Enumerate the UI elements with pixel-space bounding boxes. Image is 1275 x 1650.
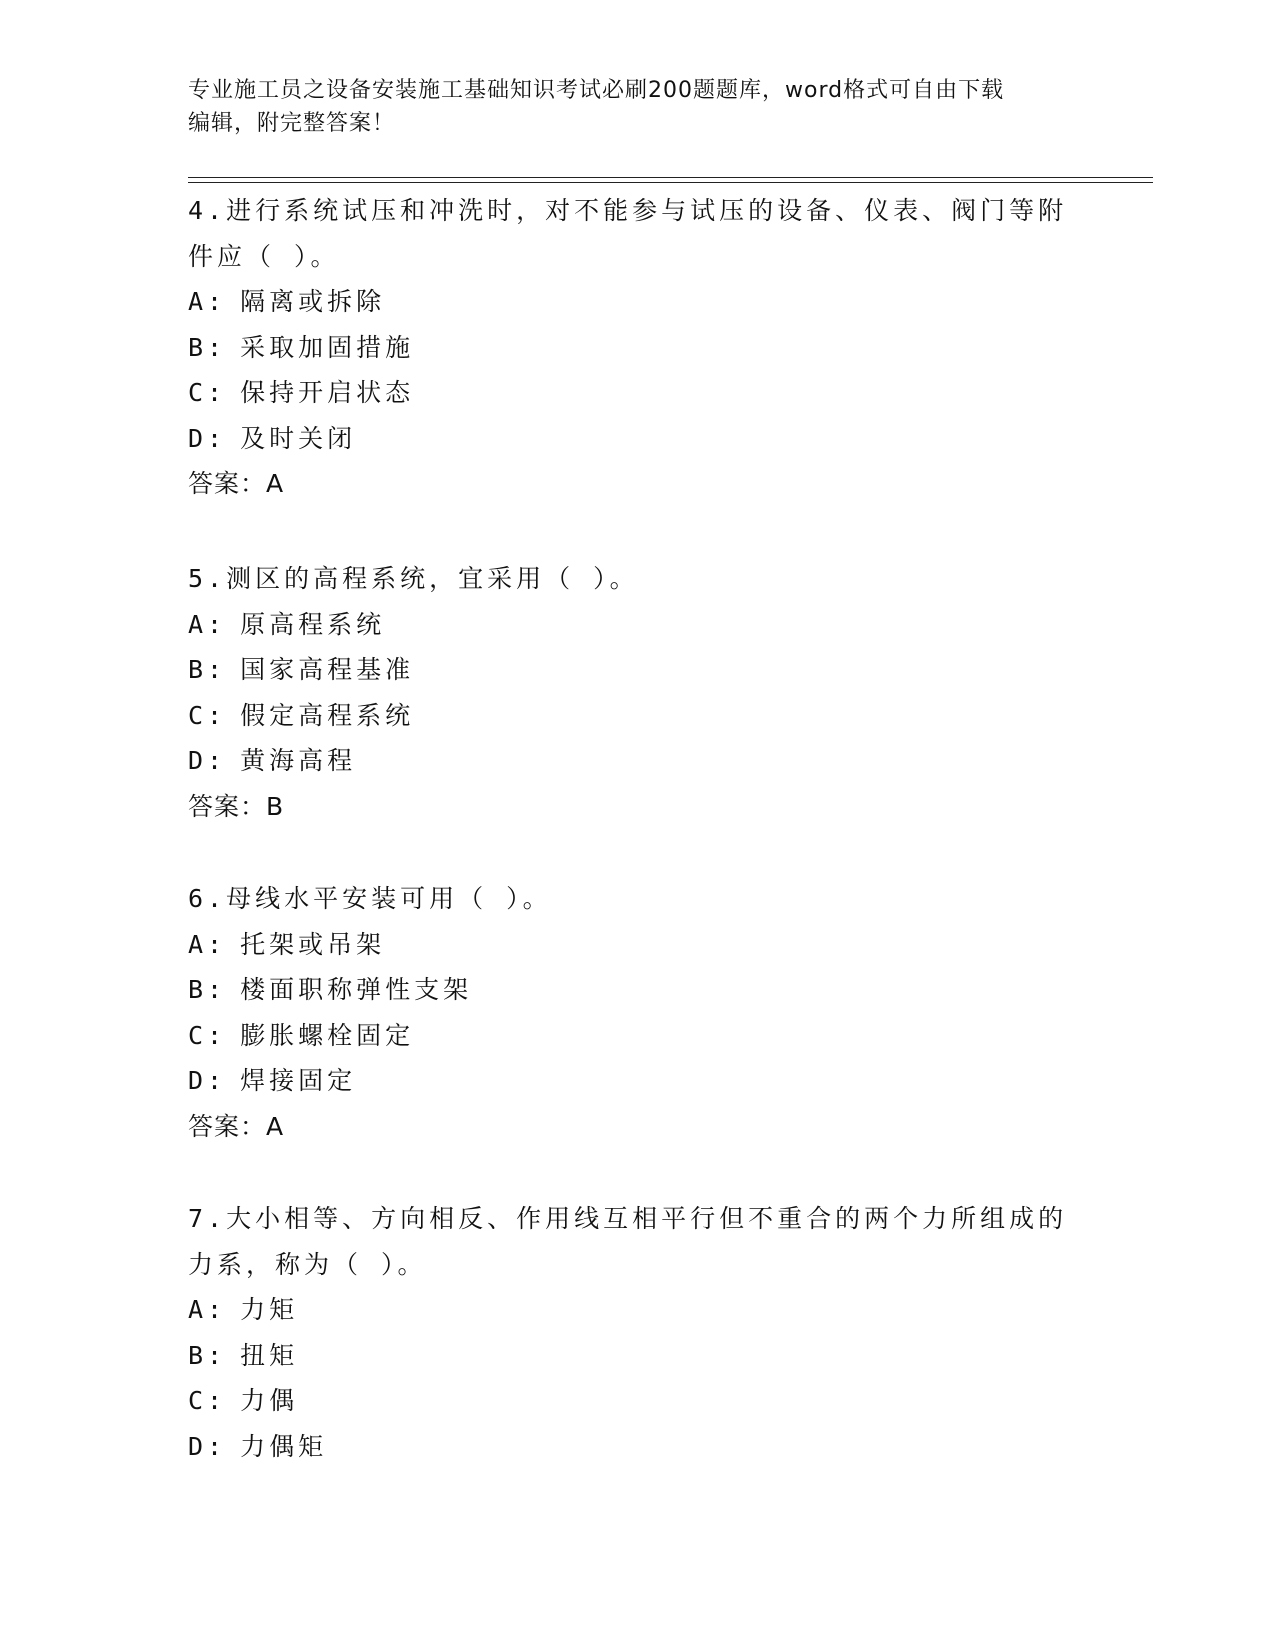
option-text: 托架或吊架 [240, 929, 386, 959]
option-d [188, 416, 1068, 462]
option-text: 国家高程基准 [240, 655, 415, 684]
option-letter: A: [188, 609, 227, 639]
option-text: 及时关闭 [240, 423, 357, 453]
option-text: 力偶矩 [240, 1431, 328, 1461]
header-line-1: 专业施工员之设备安装施工基础知识考试必刷200题题库，word格式可自由下载 [188, 78, 1005, 103]
option-text: 隔离或拆除 [240, 287, 386, 316]
option-letter: B: [188, 975, 227, 1004]
option-a [188, 1287, 1068, 1333]
option-letter: C: [188, 378, 227, 407]
option-a [188, 922, 1068, 968]
option-d [188, 738, 1068, 784]
question-stem-line: 力系，称为（ ）。 [188, 1249, 427, 1279]
option-a [188, 602, 1068, 648]
header-divider-top [188, 177, 1153, 178]
option-letter: A: [188, 287, 227, 316]
option-letter: B: [188, 1340, 227, 1370]
question-block [188, 876, 1068, 1149]
option-letter: C: [188, 1020, 227, 1050]
question-stem-line: 6.母线水平安装可用（ ）。 [188, 884, 552, 913]
option-text: 楼面职称弹性支架 [240, 975, 473, 1004]
answer-line: 答案：A [188, 1111, 285, 1141]
answer-line: 答案：B [188, 791, 285, 821]
question-block [188, 188, 1068, 507]
option-b [188, 325, 1068, 371]
option-letter: C: [188, 700, 227, 730]
question-stem-line: 4.进行系统试压和冲洗时，对不能参与试压的设备、仪表、阀门等附 [188, 196, 1068, 225]
option-letter: D: [188, 746, 227, 775]
option-a [188, 279, 1068, 325]
option-c [188, 1013, 1068, 1059]
option-letter: A: [188, 1295, 227, 1324]
option-b [188, 647, 1068, 693]
option-letter: D: [188, 1066, 227, 1095]
option-text: 原高程系统 [240, 609, 386, 639]
question-block [188, 1196, 1068, 1469]
option-letter: C: [188, 1386, 227, 1415]
question-block [188, 556, 1068, 829]
header-divider-bottom [188, 182, 1153, 183]
option-text: 假定高程系统 [240, 700, 415, 730]
option-letter: B: [188, 655, 227, 684]
document-header [188, 74, 1068, 140]
option-text: 膨胀螺栓固定 [240, 1020, 415, 1050]
option-text: 力矩 [240, 1295, 299, 1324]
option-text: 保持开启状态 [240, 378, 415, 407]
option-text: 焊接固定 [240, 1066, 357, 1095]
option-letter: D: [188, 423, 227, 453]
question-stem-line: 5.测区的高程系统，宜采用（ ）。 [188, 564, 639, 593]
option-letter: B: [188, 332, 227, 362]
question-stem-line: 件应（ ）。 [188, 241, 340, 271]
option-c [188, 1378, 1068, 1424]
option-text: 采取加固措施 [240, 332, 415, 362]
option-b [188, 1333, 1068, 1379]
option-c [188, 693, 1068, 739]
option-c [188, 370, 1068, 416]
option-b [188, 967, 1068, 1013]
header-line-2: 编辑，附完整答案！ [188, 111, 396, 136]
option-letter: A: [188, 929, 227, 959]
option-letter: D: [188, 1431, 227, 1461]
option-text: 黄海高程 [240, 746, 357, 775]
option-d [188, 1058, 1068, 1104]
option-text: 扭矩 [240, 1340, 299, 1370]
answer-line: 答案：A [188, 469, 285, 498]
option-text: 力偶 [240, 1386, 299, 1415]
question-stem-line: 7.大小相等、方向相反、作用线互相平行但不重合的两个力所组成的 [188, 1204, 1068, 1233]
option-d [188, 1424, 1068, 1470]
